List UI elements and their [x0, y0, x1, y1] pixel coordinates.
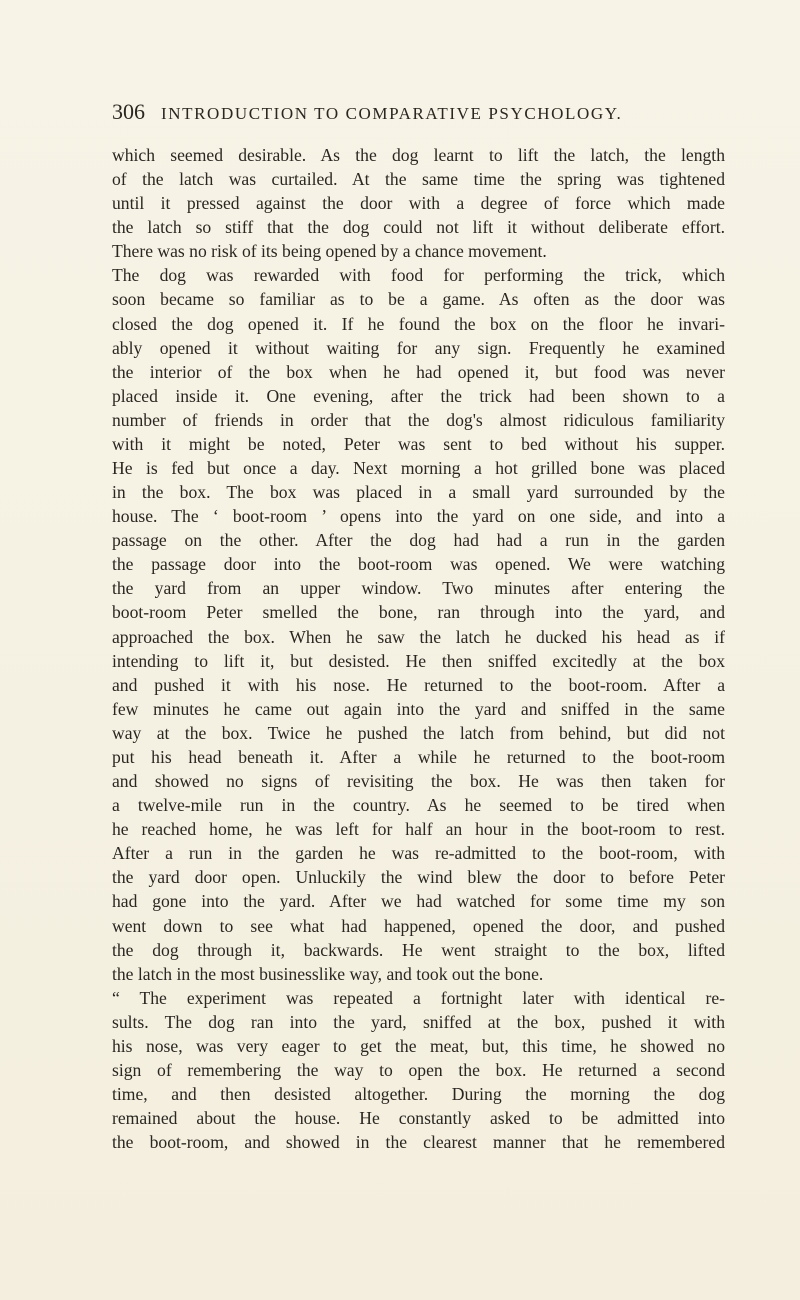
- text-line: the dog through it, backwards. He went straight to the box, lifted: [112, 939, 725, 960]
- text-line: He is fed but once a day. Next morning a hot grilled bone was placed: [112, 458, 725, 479]
- text-line: with it might be noted, Peter was sent to bed without his supper.: [112, 433, 725, 454]
- text-line: and showed no signs of revisiting the box. He was then taken for: [112, 771, 725, 792]
- text-line: of the latch was curtailed. At the same time the spring was tightened: [112, 169, 725, 190]
- text-line: The dog was rewarded with food for performing the trick, which: [112, 265, 725, 286]
- text-line: soon became so familiar as to be a game. As often as the door was: [112, 289, 725, 310]
- text-line: had gone into the yard. After we had watched for some time my son: [112, 891, 725, 912]
- text-line: the latch so stiff that the dog could not lift it without deliberate effort.: [112, 217, 725, 238]
- body-text: [112, 143, 725, 1154]
- text-line: his nose, was very eager to get the meat, but, this time, he showed no: [112, 1035, 725, 1056]
- text-line: sults. The dog ran into the yard, sniffed at the box, pushed it with: [112, 1011, 725, 1032]
- running-title: INTRODUCTION TO COMPARATIVE PSYCHOLOGY.: [161, 104, 623, 123]
- text-line: number of friends in order that the dog's almost ridiculous familiarity: [112, 409, 725, 430]
- text-line: approached the box. When he saw the latch he ducked his head as if: [112, 626, 725, 647]
- text-line: the yard from an upper window. Two minutes after entering the: [112, 578, 725, 599]
- text-line: remained about the house. He constantly asked to be admitted into: [112, 1108, 725, 1129]
- text-line: went down to see what had happened, opened the door, and pushed: [112, 915, 725, 936]
- text-line: which seemed desirable. As the dog learnt to lift the latch, the length: [112, 145, 725, 165]
- running-head: [112, 96, 712, 128]
- text-line: There was no risk of its being opened by a chance movement.: [112, 241, 547, 262]
- text-line: placed inside it. One evening, after the trick had been shown to a: [112, 385, 725, 406]
- text-line: put his head beneath it. After a while he returned to the boot-room: [112, 746, 725, 767]
- text-line: boot-room Peter smelled the bone, ran through into the yard, and: [112, 602, 725, 623]
- text-line: “ The experiment was repeated a fortnight later with identical re-: [112, 987, 725, 1008]
- text-line: the yard door open. Unluckily the wind blew the door to before Peter: [112, 867, 725, 888]
- text-line: the interior of the box when he had opened it, but food was never: [112, 361, 725, 382]
- text-line: way at the box. Twice he pushed the latch from behind, but did not: [112, 722, 725, 743]
- text-line: closed the dog opened it. If he found the box on the floor he invari-: [112, 313, 725, 334]
- text-line: the latch in the most businesslike way, and took out the bone.: [112, 963, 544, 984]
- text-line: After a run in the garden he was re-admitted to the boot-room, with: [112, 843, 725, 864]
- text-line: the boot-room, and showed in the clearest manner that he remembered: [112, 1132, 725, 1153]
- text-line: ably opened it without waiting for any sign. Frequently he examined: [112, 337, 725, 358]
- text-line: and pushed it with his nose. He returned to the boot-room. After a: [112, 674, 725, 695]
- page-number: 306: [112, 99, 145, 124]
- text-line: few minutes he came out again into the yard and sniffed in the same: [112, 698, 725, 719]
- text-line: until it pressed against the door with a degree of force which made: [112, 193, 725, 214]
- text-line: time, and then desisted altogether. During the morning the dog: [112, 1084, 725, 1105]
- text-line: he reached home, he was left for half an hour in the boot-room to rest.: [112, 819, 725, 840]
- text-line: passage on the other. After the dog had had a run in the garden: [112, 530, 725, 551]
- text-line: in the box. The box was placed in a small yard surrounded by the: [112, 482, 725, 503]
- text-line: a twelve-mile run in the country. As he seemed to be tired when: [112, 795, 725, 816]
- text-line: intending to lift it, but desisted. He then sniffed excitedly at the box: [112, 650, 725, 671]
- text-line: house. The ‘ boot-room ’ opens into the yard on one side, and into a: [112, 506, 725, 527]
- text-line: sign of remembering the way to open the box. He returned a second: [112, 1059, 725, 1080]
- text-line: the passage door into the boot-room was opened. We were watching: [112, 554, 725, 575]
